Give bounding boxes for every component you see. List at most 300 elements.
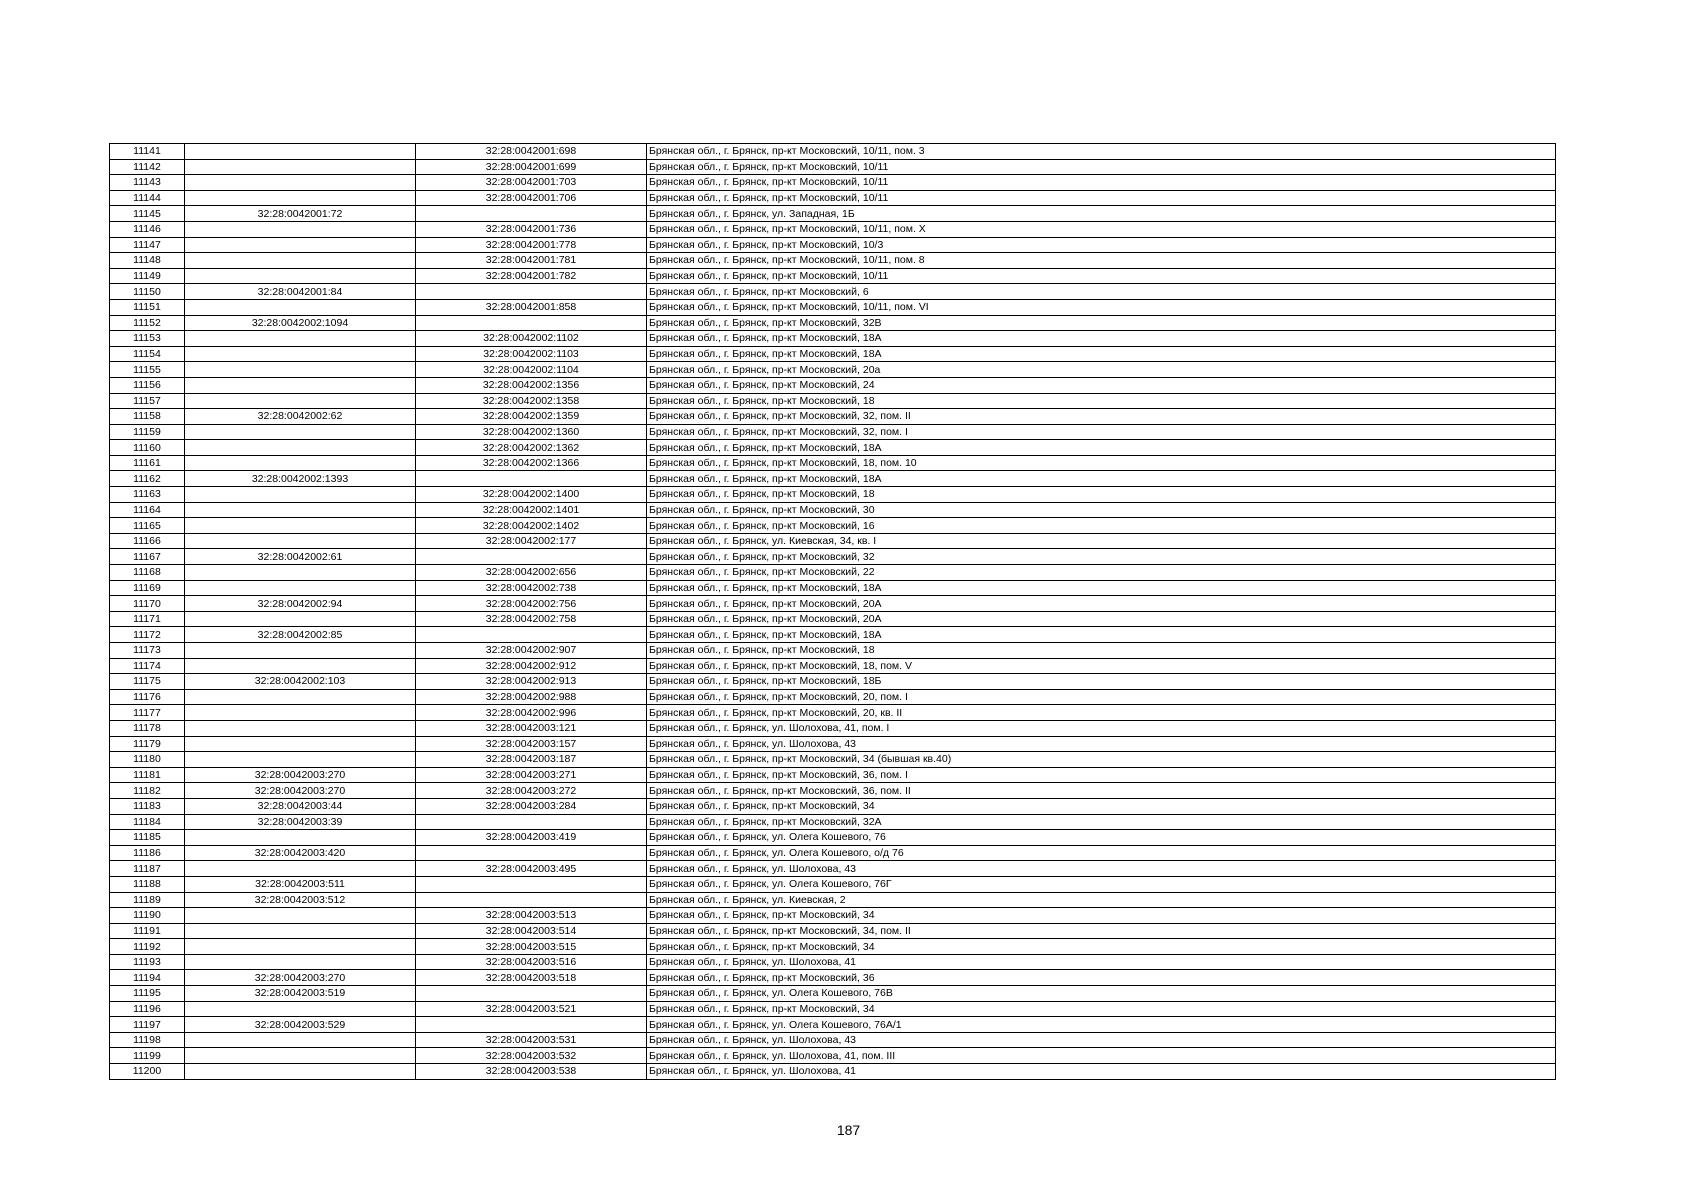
row-number-cell: 11190 [110, 908, 185, 924]
land-cadastral-number-cell: 32:28:0042002:94 [185, 596, 416, 612]
object-cadastral-number-cell [416, 627, 647, 643]
land-cadastral-number-cell [185, 643, 416, 659]
land-cadastral-number-cell: 32:28:0042001:84 [185, 284, 416, 300]
land-cadastral-number-cell [185, 190, 416, 206]
table-row [110, 268, 1556, 284]
table-row [110, 159, 1556, 175]
row-number-cell: 11160 [110, 440, 185, 456]
row-number-cell: 11197 [110, 1017, 185, 1033]
table-row [110, 1032, 1556, 1048]
table-row [110, 565, 1556, 581]
address-cell: Брянская обл., г. Брянск, пр-кт Московский, 34, пом. II [647, 923, 1556, 939]
land-cadastral-number-cell [185, 237, 416, 253]
table-row [110, 377, 1556, 393]
table-row [110, 346, 1556, 362]
table-row [110, 502, 1556, 518]
table-row [110, 752, 1556, 768]
row-number-cell: 11170 [110, 596, 185, 612]
object-cadastral-number-cell: 32:28:0042003:284 [416, 798, 647, 814]
row-number-cell: 11182 [110, 783, 185, 799]
row-number-cell: 11164 [110, 502, 185, 518]
object-cadastral-number-cell: 32:28:0042002:1400 [416, 487, 647, 503]
table-row [110, 471, 1556, 487]
address-cell: Брянская обл., г. Брянск, пр-кт Московский, 10/11, пом. 8 [647, 253, 1556, 269]
land-cadastral-number-cell [185, 908, 416, 924]
row-number-cell: 11173 [110, 643, 185, 659]
object-cadastral-number-cell [416, 206, 647, 222]
row-number-cell: 11181 [110, 767, 185, 783]
address-cell: Брянская обл., г. Брянск, пр-кт Московский, 6 [647, 284, 1556, 300]
row-number-cell: 11166 [110, 533, 185, 549]
table-row [110, 190, 1556, 206]
land-cadastral-number-cell: 32:28:0042002:1393 [185, 471, 416, 487]
land-cadastral-number-cell [185, 144, 416, 160]
address-cell: Брянская обл., г. Брянск, пр-кт Московский, 34 [647, 1001, 1556, 1017]
table-row [110, 1048, 1556, 1064]
land-cadastral-number-cell [185, 1064, 416, 1080]
object-cadastral-number-cell: 32:28:0042002:1401 [416, 502, 647, 518]
address-cell: Брянская обл., г. Брянск, ул. Олега Кошевого, 76В [647, 986, 1556, 1002]
land-cadastral-number-cell [185, 1048, 416, 1064]
land-cadastral-number-cell [185, 268, 416, 284]
row-number-cell: 11158 [110, 409, 185, 425]
land-cadastral-number-cell: 32:28:0042003:39 [185, 814, 416, 830]
land-cadastral-number-cell [185, 159, 416, 175]
row-number-cell: 11183 [110, 798, 185, 814]
object-cadastral-number-cell: 32:28:0042003:121 [416, 720, 647, 736]
object-cadastral-number-cell: 32:28:0042001:858 [416, 299, 647, 315]
land-cadastral-number-cell [185, 1032, 416, 1048]
address-cell: Брянская обл., г. Брянск, пр-кт Московский, 20, кв. II [647, 705, 1556, 721]
object-cadastral-number-cell: 32:28:0042003:532 [416, 1048, 647, 1064]
land-cadastral-number-cell: 32:28:0042003:270 [185, 970, 416, 986]
object-cadastral-number-cell: 32:28:0042002:1362 [416, 440, 647, 456]
land-cadastral-number-cell: 32:28:0042002:103 [185, 674, 416, 690]
table-row [110, 986, 1556, 1002]
object-cadastral-number-cell: 32:28:0042002:996 [416, 705, 647, 721]
table-row [110, 970, 1556, 986]
land-cadastral-number-cell [185, 939, 416, 955]
row-number-cell: 11162 [110, 471, 185, 487]
row-number-cell: 11199 [110, 1048, 185, 1064]
object-cadastral-number-cell: 32:28:0042003:531 [416, 1032, 647, 1048]
object-cadastral-number-cell: 32:28:0042002:1402 [416, 518, 647, 534]
address-cell: Брянская обл., г. Брянск, ул. Шолохова, 43 [647, 736, 1556, 752]
row-number-cell: 11192 [110, 939, 185, 955]
table-row [110, 814, 1556, 830]
row-number-cell: 11187 [110, 861, 185, 877]
object-cadastral-number-cell: 32:28:0042002:988 [416, 689, 647, 705]
land-cadastral-number-cell [185, 440, 416, 456]
land-cadastral-number-cell: 32:28:0042003:270 [185, 783, 416, 799]
registry-table-body [110, 144, 1556, 1080]
table-row [110, 783, 1556, 799]
table-row [110, 923, 1556, 939]
land-cadastral-number-cell [185, 954, 416, 970]
row-number-cell: 11144 [110, 190, 185, 206]
land-cadastral-number-cell [185, 1001, 416, 1017]
table-row [110, 798, 1556, 814]
table-row [110, 908, 1556, 924]
row-number-cell: 11156 [110, 377, 185, 393]
land-cadastral-number-cell: 32:28:0042003:519 [185, 986, 416, 1002]
table-row [110, 393, 1556, 409]
table-row [110, 299, 1556, 315]
row-number-cell: 11155 [110, 362, 185, 378]
table-row [110, 487, 1556, 503]
address-cell: Брянская обл., г. Брянск, ул. Шолохова, 41 [647, 1064, 1556, 1080]
table-row [110, 409, 1556, 425]
row-number-cell: 11186 [110, 845, 185, 861]
table-row [110, 720, 1556, 736]
address-cell: Брянская обл., г. Брянск, пр-кт Московский, 18А [647, 331, 1556, 347]
address-cell: Брянская обл., г. Брянск, пр-кт Московский, 18, пом. 10 [647, 455, 1556, 471]
address-cell: Брянская обл., г. Брянск, пр-кт Московский, 10/11 [647, 175, 1556, 191]
land-cadastral-number-cell [185, 736, 416, 752]
address-cell: Брянская обл., г. Брянск, пр-кт Московский, 18 [647, 643, 1556, 659]
address-cell: Брянская обл., г. Брянск, пр-кт Московский, 20А [647, 596, 1556, 612]
land-cadastral-number-cell: 32:28:0042002:1094 [185, 315, 416, 331]
table-row [110, 876, 1556, 892]
object-cadastral-number-cell: 32:28:0042003:187 [416, 752, 647, 768]
table-row [110, 643, 1556, 659]
address-cell: Брянская обл., г. Брянск, пр-кт Московский, 10/11, пом. X [647, 221, 1556, 237]
row-number-cell: 11145 [110, 206, 185, 222]
address-cell: Брянская обл., г. Брянск, пр-кт Московский, 10/11 [647, 268, 1556, 284]
object-cadastral-number-cell [416, 892, 647, 908]
row-number-cell: 11147 [110, 237, 185, 253]
land-cadastral-number-cell: 32:28:0042003:270 [185, 767, 416, 783]
address-cell: Брянская обл., г. Брянск, пр-кт Московский, 18А [647, 346, 1556, 362]
land-cadastral-number-cell [185, 175, 416, 191]
address-cell: Брянская обл., г. Брянск, пр-кт Московский, 18А [647, 580, 1556, 596]
row-number-cell: 11184 [110, 814, 185, 830]
object-cadastral-number-cell: 32:28:0042002:912 [416, 658, 647, 674]
object-cadastral-number-cell: 32:28:0042003:157 [416, 736, 647, 752]
object-cadastral-number-cell: 32:28:0042002:1356 [416, 377, 647, 393]
table-row [110, 253, 1556, 269]
table-row [110, 861, 1556, 877]
address-cell: Брянская обл., г. Брянск, пр-кт Московский, 10/11, пом. 3 [647, 144, 1556, 160]
row-number-cell: 11143 [110, 175, 185, 191]
table-row [110, 736, 1556, 752]
object-cadastral-number-cell [416, 549, 647, 565]
object-cadastral-number-cell [416, 1017, 647, 1033]
land-cadastral-number-cell: 32:28:0042003:529 [185, 1017, 416, 1033]
land-cadastral-number-cell [185, 518, 416, 534]
row-number-cell: 11200 [110, 1064, 185, 1080]
object-cadastral-number-cell: 32:28:0042002:738 [416, 580, 647, 596]
land-cadastral-number-cell [185, 221, 416, 237]
row-number-cell: 11141 [110, 144, 185, 160]
land-cadastral-number-cell [185, 455, 416, 471]
object-cadastral-number-cell: 32:28:0042001:781 [416, 253, 647, 269]
object-cadastral-number-cell: 32:28:0042003:538 [416, 1064, 647, 1080]
table-row [110, 674, 1556, 690]
table-row [110, 1017, 1556, 1033]
land-cadastral-number-cell [185, 705, 416, 721]
table-row [110, 1064, 1556, 1080]
object-cadastral-number-cell: 32:28:0042003:521 [416, 1001, 647, 1017]
row-number-cell: 11175 [110, 674, 185, 690]
object-cadastral-number-cell: 32:28:0042002:656 [416, 565, 647, 581]
table-row [110, 580, 1556, 596]
land-cadastral-number-cell: 32:28:0042003:420 [185, 845, 416, 861]
table-row [110, 175, 1556, 191]
address-cell: Брянская обл., г. Брянск, пр-кт Московский, 10/11 [647, 159, 1556, 175]
row-number-cell: 11196 [110, 1001, 185, 1017]
land-cadastral-number-cell [185, 533, 416, 549]
object-cadastral-number-cell: 32:28:0042001:706 [416, 190, 647, 206]
address-cell: Брянская обл., г. Брянск, пр-кт Московский, 18А [647, 440, 1556, 456]
row-number-cell: 11185 [110, 830, 185, 846]
object-cadastral-number-cell: 32:28:0042001:703 [416, 175, 647, 191]
registry-table-container [109, 143, 1555, 1080]
object-cadastral-number-cell: 32:28:0042002:758 [416, 611, 647, 627]
object-cadastral-number-cell: 32:28:0042003:495 [416, 861, 647, 877]
object-cadastral-number-cell: 32:28:0042001:782 [416, 268, 647, 284]
row-number-cell: 11179 [110, 736, 185, 752]
table-row [110, 206, 1556, 222]
row-number-cell: 11146 [110, 221, 185, 237]
address-cell: Брянская обл., г. Брянск, ул. Олега Кошевого, 76А/1 [647, 1017, 1556, 1033]
address-cell: Брянская обл., г. Брянск, пр-кт Московский, 18А [647, 627, 1556, 643]
row-number-cell: 11159 [110, 424, 185, 440]
row-number-cell: 11174 [110, 658, 185, 674]
address-cell: Брянская обл., г. Брянск, пр-кт Московский, 18 [647, 393, 1556, 409]
address-cell: Брянская обл., г. Брянск, пр-кт Московский, 32, пом. II [647, 409, 1556, 425]
address-cell: Брянская обл., г. Брянск, пр-кт Московский, 34 [647, 939, 1556, 955]
land-cadastral-number-cell: 32:28:0042003:44 [185, 798, 416, 814]
object-cadastral-number-cell: 32:28:0042001:699 [416, 159, 647, 175]
address-cell: Брянская обл., г. Брянск, пр-кт Московский, 20, пом. I [647, 689, 1556, 705]
land-cadastral-number-cell [185, 565, 416, 581]
address-cell: Брянская обл., г. Брянск, ул. Олега Кошевого, о/д 76 [647, 845, 1556, 861]
address-cell: Брянская обл., г. Брянск, ул. Олега Кошевого, 76 [647, 830, 1556, 846]
address-cell: Брянская обл., г. Брянск, ул. Киевская, 2 [647, 892, 1556, 908]
address-cell: Брянская обл., г. Брянск, пр-кт Московский, 10/11 [647, 190, 1556, 206]
address-cell: Брянская обл., г. Брянск, пр-кт Московский, 32В [647, 315, 1556, 331]
address-cell: Брянская обл., г. Брянск, пр-кт Московский, 18Б [647, 674, 1556, 690]
table-row [110, 627, 1556, 643]
table-row [110, 939, 1556, 955]
address-cell: Брянская обл., г. Брянск, пр-кт Московский, 36, пом. I [647, 767, 1556, 783]
row-number-cell: 11142 [110, 159, 185, 175]
table-row [110, 845, 1556, 861]
object-cadastral-number-cell: 32:28:0042002:1359 [416, 409, 647, 425]
land-cadastral-number-cell [185, 720, 416, 736]
table-row [110, 455, 1556, 471]
row-number-cell: 11150 [110, 284, 185, 300]
object-cadastral-number-cell: 32:28:0042002:907 [416, 643, 647, 659]
address-cell: Брянская обл., г. Брянск, пр-кт Московский, 32, пом. I [647, 424, 1556, 440]
table-row [110, 284, 1556, 300]
table-row [110, 767, 1556, 783]
row-number-cell: 11198 [110, 1032, 185, 1048]
object-cadastral-number-cell: 32:28:0042003:271 [416, 767, 647, 783]
object-cadastral-number-cell: 32:28:0042003:514 [416, 923, 647, 939]
table-row [110, 533, 1556, 549]
object-cadastral-number-cell: 32:28:0042002:1103 [416, 346, 647, 362]
row-number-cell: 11178 [110, 720, 185, 736]
registry-table [109, 143, 1556, 1080]
row-number-cell: 11153 [110, 331, 185, 347]
row-number-cell: 11172 [110, 627, 185, 643]
object-cadastral-number-cell: 32:28:0042002:1102 [416, 331, 647, 347]
object-cadastral-number-cell: 32:28:0042003:272 [416, 783, 647, 799]
table-row [110, 362, 1556, 378]
object-cadastral-number-cell: 32:28:0042001:736 [416, 221, 647, 237]
land-cadastral-number-cell: 32:28:0042003:511 [185, 876, 416, 892]
table-row [110, 331, 1556, 347]
object-cadastral-number-cell: 32:28:0042002:1360 [416, 424, 647, 440]
land-cadastral-number-cell [185, 830, 416, 846]
table-row [110, 611, 1556, 627]
row-number-cell: 11165 [110, 518, 185, 534]
land-cadastral-number-cell: 32:28:0042002:61 [185, 549, 416, 565]
address-cell: Брянская обл., г. Брянск, пр-кт Московский, 18А [647, 471, 1556, 487]
row-number-cell: 11157 [110, 393, 185, 409]
table-row [110, 424, 1556, 440]
row-number-cell: 11191 [110, 923, 185, 939]
page-number: 187 [836, 1122, 861, 1138]
table-row [110, 549, 1556, 565]
land-cadastral-number-cell [185, 362, 416, 378]
address-cell: Брянская обл., г. Брянск, пр-кт Московский, 20а [647, 362, 1556, 378]
table-row [110, 954, 1556, 970]
address-cell: Брянская обл., г. Брянск, пр-кт Московский, 16 [647, 518, 1556, 534]
row-number-cell: 11180 [110, 752, 185, 768]
land-cadastral-number-cell [185, 346, 416, 362]
land-cadastral-number-cell [185, 299, 416, 315]
land-cadastral-number-cell [185, 424, 416, 440]
object-cadastral-number-cell [416, 284, 647, 300]
address-cell: Брянская обл., г. Брянск, пр-кт Московский, 18 [647, 487, 1556, 503]
object-cadastral-number-cell: 32:28:0042002:1366 [416, 455, 647, 471]
address-cell: Брянская обл., г. Брянск, пр-кт Московский, 34 [647, 798, 1556, 814]
address-cell: Брянская обл., г. Брянск, пр-кт Московский, 10/3 [647, 237, 1556, 253]
row-number-cell: 11154 [110, 346, 185, 362]
address-cell: Брянская обл., г. Брянск, пр-кт Московский, 36, пом. II [647, 783, 1556, 799]
land-cadastral-number-cell: 32:28:0042003:512 [185, 892, 416, 908]
object-cadastral-number-cell: 32:28:0042003:515 [416, 939, 647, 955]
row-number-cell: 11193 [110, 954, 185, 970]
object-cadastral-number-cell: 32:28:0042003:516 [416, 954, 647, 970]
row-number-cell: 11177 [110, 705, 185, 721]
table-row [110, 1001, 1556, 1017]
address-cell: Брянская обл., г. Брянск, пр-кт Московский, 10/11, пом. VI [647, 299, 1556, 315]
row-number-cell: 11148 [110, 253, 185, 269]
row-number-cell: 11149 [110, 268, 185, 284]
row-number-cell: 11168 [110, 565, 185, 581]
land-cadastral-number-cell [185, 253, 416, 269]
address-cell: Брянская обл., г. Брянск, ул. Шолохова, 41, пом. I [647, 720, 1556, 736]
row-number-cell: 11163 [110, 487, 185, 503]
table-row [110, 315, 1556, 331]
land-cadastral-number-cell [185, 502, 416, 518]
table-row [110, 689, 1556, 705]
table-row [110, 658, 1556, 674]
object-cadastral-number-cell: 32:28:0042003:518 [416, 970, 647, 986]
row-number-cell: 11161 [110, 455, 185, 471]
address-cell: Брянская обл., г. Брянск, ул. Шолохова, 43 [647, 1032, 1556, 1048]
address-cell: Брянская обл., г. Брянск, пр-кт Московский, 36 [647, 970, 1556, 986]
row-number-cell: 11152 [110, 315, 185, 331]
address-cell: Брянская обл., г. Брянск, пр-кт Московский, 34 [647, 908, 1556, 924]
address-cell: Брянская обл., г. Брянск, пр-кт Московский, 18, пом. V [647, 658, 1556, 674]
address-cell: Брянская обл., г. Брянск, ул. Киевская, 34, кв. I [647, 533, 1556, 549]
row-number-cell: 11171 [110, 611, 185, 627]
table-row [110, 440, 1556, 456]
object-cadastral-number-cell: 32:28:0042002:1358 [416, 393, 647, 409]
land-cadastral-number-cell: 32:28:0042002:62 [185, 409, 416, 425]
row-number-cell: 11167 [110, 549, 185, 565]
object-cadastral-number-cell: 32:28:0042003:419 [416, 830, 647, 846]
land-cadastral-number-cell [185, 752, 416, 768]
object-cadastral-number-cell [416, 315, 647, 331]
address-cell: Брянская обл., г. Брянск, ул. Шолохова, 41 [647, 954, 1556, 970]
object-cadastral-number-cell [416, 845, 647, 861]
address-cell: Брянская обл., г. Брянск, ул. Олега Кошевого, 76Г [647, 876, 1556, 892]
table-row [110, 144, 1556, 160]
table-row [110, 830, 1556, 846]
address-cell: Брянская обл., г. Брянск, пр-кт Московский, 34 (бывшая кв.40) [647, 752, 1556, 768]
address-cell: Брянская обл., г. Брянск, пр-кт Московский, 32 [647, 549, 1556, 565]
land-cadastral-number-cell [185, 923, 416, 939]
table-row [110, 892, 1556, 908]
table-row [110, 705, 1556, 721]
object-cadastral-number-cell: 32:28:0042001:698 [416, 144, 647, 160]
address-cell: Брянская обл., г. Брянск, ул. Западная, 1Б [647, 206, 1556, 222]
row-number-cell: 11194 [110, 970, 185, 986]
row-number-cell: 11169 [110, 580, 185, 596]
object-cadastral-number-cell: 32:28:0042001:778 [416, 237, 647, 253]
land-cadastral-number-cell [185, 393, 416, 409]
object-cadastral-number-cell: 32:28:0042003:513 [416, 908, 647, 924]
address-cell: Брянская обл., г. Брянск, пр-кт Московский, 30 [647, 502, 1556, 518]
table-row [110, 237, 1556, 253]
row-number-cell: 11189 [110, 892, 185, 908]
address-cell: Брянская обл., г. Брянск, ул. Шолохова, 43 [647, 861, 1556, 877]
address-cell: Брянская обл., г. Брянск, ул. Шолохова, 41, пом. III [647, 1048, 1556, 1064]
object-cadastral-number-cell: 32:28:0042002:177 [416, 533, 647, 549]
row-number-cell: 11195 [110, 986, 185, 1002]
object-cadastral-number-cell [416, 876, 647, 892]
land-cadastral-number-cell [185, 861, 416, 877]
address-cell: Брянская обл., г. Брянск, пр-кт Московский, 32А [647, 814, 1556, 830]
row-number-cell: 11151 [110, 299, 185, 315]
object-cadastral-number-cell: 32:28:0042002:913 [416, 674, 647, 690]
table-row [110, 518, 1556, 534]
row-number-cell: 11188 [110, 876, 185, 892]
land-cadastral-number-cell [185, 487, 416, 503]
object-cadastral-number-cell [416, 471, 647, 487]
land-cadastral-number-cell [185, 611, 416, 627]
row-number-cell: 11176 [110, 689, 185, 705]
object-cadastral-number-cell: 32:28:0042002:756 [416, 596, 647, 612]
address-cell: Брянская обл., г. Брянск, пр-кт Московский, 24 [647, 377, 1556, 393]
object-cadastral-number-cell [416, 986, 647, 1002]
object-cadastral-number-cell: 32:28:0042002:1104 [416, 362, 647, 378]
land-cadastral-number-cell: 32:28:0042001:72 [185, 206, 416, 222]
address-cell: Брянская обл., г. Брянск, пр-кт Московский, 20А [647, 611, 1556, 627]
land-cadastral-number-cell [185, 658, 416, 674]
table-row [110, 221, 1556, 237]
land-cadastral-number-cell [185, 377, 416, 393]
table-row [110, 596, 1556, 612]
object-cadastral-number-cell [416, 814, 647, 830]
land-cadastral-number-cell [185, 331, 416, 347]
